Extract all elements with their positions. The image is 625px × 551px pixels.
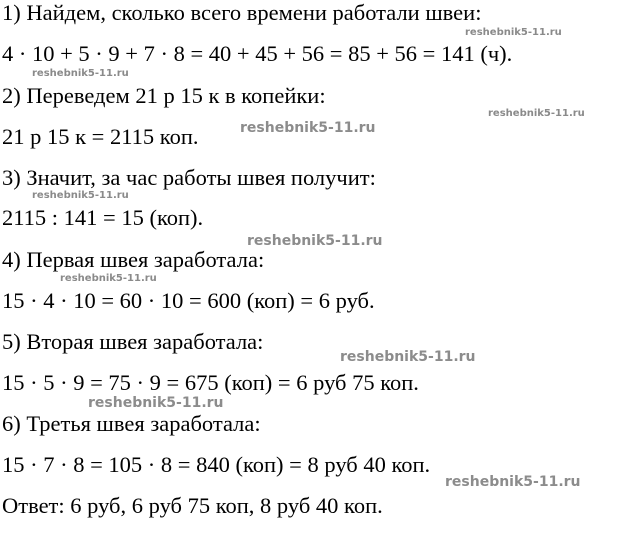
watermark: reshebnik5-11.ru [88,395,224,411]
step-3-heading: 3) Значит, за час работы швея получит: [2,165,376,190]
watermark: reshebnik5-11.ru [445,474,581,490]
watermark: reshebnik5-11.ru [465,27,562,38]
step-1-calculation: 4 · 10 + 5 · 9 + 7 · 8 = 40 + 45 + 56 = 85 + 56 = 141 (ч). [2,41,513,66]
watermark: reshebnik5-11.ru [32,68,129,79]
watermark: reshebnik5-11.ru [240,120,376,136]
answer-line: Ответ: 6 руб, 6 руб 75 коп, 8 руб 40 коп. [2,493,383,518]
step-4-heading: 4) Первая швея заработала: [2,247,265,272]
watermark: reshebnik5-11.ru [32,190,129,201]
step-6-calculation: 15 · 7 · 8 = 105 · 8 = 840 (коп) = 8 руб 40 коп. [2,452,431,477]
step-2-heading: 2) Переведем 21 р 15 к в копейки: [2,83,326,108]
watermark: reshebnik5-11.ru [247,233,383,249]
step-5-heading: 5) Вторая швея заработала: [2,329,264,354]
step-5-calculation: 15 · 5 · 9 = 75 · 9 = 675 (коп) = 6 руб 75 коп. [2,370,419,395]
step-4-calculation: 15 · 4 · 10 = 60 · 10 = 600 (коп) = 6 руб. [2,288,375,313]
step-2-calculation: 21 р 15 к = 2115 коп. [2,124,199,149]
watermark: reshebnik5-11.ru [340,349,476,365]
watermark: reshebnik5-11.ru [60,273,157,284]
step-1-heading: 1) Найдем, сколько всего времени работали швеи: [2,0,482,25]
step-3-calculation: 2115 : 141 = 15 (коп). [2,205,204,230]
watermark: reshebnik5-11.ru [488,108,585,119]
step-6-heading: 6) Третья швея заработала: [2,411,261,436]
